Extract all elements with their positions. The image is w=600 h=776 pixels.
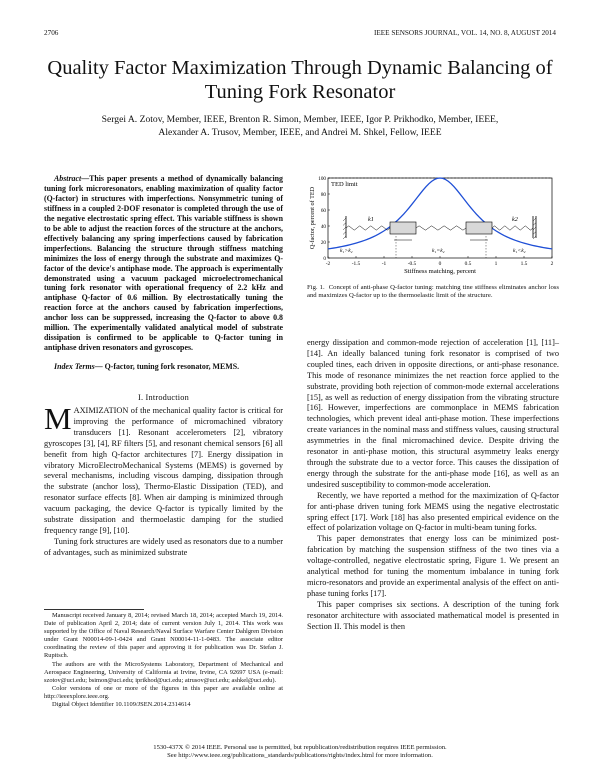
footnote: Color versions of one or more of the figures in this paper are available online at http://ieeexplore.ieee.org.	[44, 684, 283, 700]
abstract-text: This paper presents a method of dynamically balancing tuning fork microresonators, enabling maximization of quality factor (Q-factor) in structures with imperfections. Nonsymmetric tuning of stiffness in a coupled 2-DOF resonator is completed through the use of the negative electrostatic spring effect. This variable stiffness is shown to be able to adjust the reaction forces of the structure at the anchors, effectively balancing any spring imperfections caused by fabrication imperfections. Balancing the structure through stiffness matching minimizes the loss of energy through the substrate and maximizes Q-factor of the device's antiphase mode. The approach is experimentally demonstrated using a vacuum packaged microelectromechanical tuning fork resonator with operational frequency of 2.2 kHz and antiphase Q-factor of 0.6 million. By electrostatically tuning the reaction force at the anchors caused by fabrication imperfections, anchor loss can be suppressed, increasing the Q-factor to above 0.8 million. The experimentally validated analytical model of substrate dissipation is confirmed to be applicable to Q-factor tuning in antiphase driven resonators and gyroscopes.	[44, 174, 283, 353]
x-tick-label: 0	[438, 261, 442, 267]
section-heading: I. Introduction	[138, 393, 189, 402]
abstract-label: Abstract	[54, 174, 82, 183]
figure-caption	[307, 284, 559, 301]
footnote: The authors are with the MicroSystems Laboratory, Department of Mechanical and Aerospace Engineering, University of California at Irvine, Irvine, CA 92697 USA (e-mail: szotov@uci.edu; bsimon@uci.edu; iprikhod@uci.edu; atrusov@uci.edu; ashkel@uci.edu).	[44, 660, 283, 684]
introduction-body	[44, 401, 283, 559]
x-tick-label: 1	[494, 261, 498, 267]
caption-label: Fig. 1.	[307, 284, 325, 291]
journal-header: IEEE SENSORS JOURNAL, VOL. 14, NO. 8, AUGUST 2014	[373, 29, 556, 37]
abstract: Abstract—This paper presents a method of dynamically balancing tuning fork microresonators, enabling maximization of quality factor (Q-factor) in structures with imperfections. Nonsymmetric tuning of stiffness in a coupled 2-DOF resonator is completed through the use of the negative electrostatic spring effect. This variable stiffness is shown to be able to adjust the reaction forces of the structure at the anchors, effectively balancing any spring imperfections caused by fabrication imperfections. Balancing the structure through stiffness matching minimizes the loss of energy through the substrate and maximizes Q-factor of the device's antiphase mode. The approach is experimentally demonstrated using a vacuum packaged microelectromechanical tuning fork resonator with operational frequency of 2.2 kHz and antiphase Q-factor of 0.6 million. By electrostatically tuning the reaction force at the anchors caused by fabrication imperfections, anchor loss can be suppressed, increasing the Q-factor to above 0.8 million. The experimentally validated analytical model of substrate dissipation is confirmed to be applicable to Q-factor tuning in antiphase driven resonators and gyroscopes.	[44, 174, 283, 353]
y-tick-label: 0	[323, 256, 326, 262]
index-terms-label: Index Terms	[54, 362, 95, 371]
body-paragraph: This paper comprises six sections. A description of the tuning fork resonator architecture with associated mathematical model is presented in Section II. This model is then	[307, 599, 559, 631]
y-axis-label: Q-factor, percent of TED	[309, 186, 316, 250]
figure-1-chart	[306, 174, 560, 278]
intro-paragraph: AXIMIZATION of the mechanical quality factor is critical for improving the performance of micromachined vibratory transducers [1]. Resonant accelerometers [2], vibratory gyroscopes [3], [4], RF filters [5], and resonant chemical sensors [6] all benefit from high Q-factor architectures [7]. Energy dissipation in vibratory MicroElectroMechanical Systems (MEMS) is governed by several mechanisms, including viscous damping, dissipation through the substrate (anchor loss), Thermo-Elastic Dissipation (TED), and resonator surface effects [8]. When air damping is minimized through vacuum packaging, the device Q-factor is typically limited by the substrate dissipation and thermoelastic damping for the studied frequency range [9], [10].	[44, 406, 283, 535]
region-label: k₁<k₂	[513, 248, 526, 254]
page-number: 2706	[44, 29, 59, 37]
x-tick-label: 0.5	[464, 261, 472, 267]
plot-frame	[328, 178, 552, 258]
author-list	[40, 113, 560, 139]
y-tick-label: 100	[318, 176, 326, 182]
drop-cap: M	[44, 401, 72, 436]
x-tick-label: 2	[550, 261, 554, 267]
footnote: Digital Object Identifier 10.1109/JSEN.2014.2314614	[52, 701, 191, 709]
y-tick-label: 60	[320, 208, 326, 214]
y-tick-label: 80	[320, 192, 326, 198]
y-tick-label: 40	[320, 224, 326, 230]
x-tick-label: -2	[325, 261, 331, 267]
author-line: Sergei A. Zotov, Member, IEEE, Brenton R. Simon, Member, IEEE, Igor P. Prikhodko, Member, IEEE,	[101, 114, 499, 125]
copyright-line: 1530-437X © 2014 IEEE. Personal use is permitted, but republication/redistribution requires IEEE permission.	[153, 744, 447, 751]
footnotes	[44, 612, 283, 709]
ted-limit-label: TED limit	[331, 181, 358, 188]
left-mass	[390, 222, 416, 234]
intro-paragraph: Tuning fork structures are widely used as resonators due to a number of advantages, such as minimized substrate	[44, 536, 283, 557]
index-terms: Index Terms— Q-factor, tuning fork resonator, MEMS.	[54, 362, 240, 371]
copyright-notice	[40, 744, 560, 761]
x-tick-label: -0.5	[407, 261, 417, 267]
right-column-body	[307, 338, 559, 632]
footnote: Manuscript received January 8, 2014; revised March 18, 2014; accepted March 19, 2014. Date of publication April 2, 2014; date of current version July 1, 2014. This work was supported by the Office of Naval Research/Naval Surface Warfare Center Dahlgren Division under Grant N00014-09-1-0424 and Grant N00014-11-1-0483. The associate editor coordinating the review of this paper and approving it for publication was Dr. Stefan J. Rupitsch.	[44, 612, 283, 660]
caption-text: Concept of anti-phase Q-factor tuning: matching tine stiffness eliminates anchor loss and maximizes Q-factor up to the thermoelastic limit of the structure.	[307, 284, 560, 300]
x-tick-label: -1.5	[351, 261, 361, 267]
author-line: Alexander A. Trusov, Member, IEEE, and Andrei M. Shkel, Fellow, IEEE	[158, 127, 442, 138]
body-paragraph: energy dissipation and common-mode rejection of acceleration [1], [11]–[14]. An ideally balanced tuning fork resonator is comprised of two coupled tines, each driven in opposite directions, or anti-phase resonance. This mode of resonance minimizes the net reaction force applied to the substrate, providing both rejection of common-mode external accelerations [15], as well as reduction of energy dissipation from the vibrating structure [16]. However, imperfections are commonplace in MEMS fabrication technologies, which prevent ideal anti-phase motion. These imperfections create variances in the nominal mass and stiffness values, causing structural asymmetries in the final micromachined device. Despite driving the resonator in anti-phase motion, this structural asymmetry leaks energy through the substrate due to a vector force. This causes the dissipation of energy through the substrate for the anti-phase mode [16], as well as an undesired susceptibility to common-mode acceleration.	[307, 338, 559, 489]
copyright-line: See http://www.ieee.org/publications_standards/publications/rights/index.html for more information.	[167, 752, 433, 760]
body-paragraph: This paper demonstrates that energy loss can be minimized post-fabrication by matching the suspension stiffness of the two tines via a voltage-controlled, negative electrostatic spring, Figure 1. We present an analytical method for tuning the momentum imbalance in tuning fork micro-resonators and provide an experimental analysis of the effect on anti-phase tuning forks [17].	[307, 534, 559, 598]
paper-title: Quality Factor Maximization Through Dynamic Balancing of Tuning Fork Resonator	[47, 57, 553, 103]
footnote-rule	[44, 609, 144, 610]
x-tick-label: -1	[381, 261, 387, 267]
k2-label: k2	[512, 216, 518, 223]
x-tick-label: 1.5	[520, 261, 528, 267]
y-tick-label: 20	[320, 240, 326, 246]
region-label: k₁=k₂	[432, 248, 445, 254]
index-terms-text: Q-factor, tuning fork resonator, MEMS.	[104, 362, 240, 371]
region-label: k₁>k₂	[340, 248, 353, 254]
k1-label: k1	[368, 216, 374, 223]
right-mass	[466, 222, 492, 234]
x-axis-label: Stiffness matching, percent	[404, 268, 476, 275]
body-paragraph: Recently, we have reported a method for the maximization of Q-factor for anti-phase driven tuning fork MEMS using the negative electrostatic spring effect [17]. Work [18] has also presented empirical evidence on the effect of polarization voltage on Q-factor in multi-beam tuning forks.	[307, 490, 559, 533]
